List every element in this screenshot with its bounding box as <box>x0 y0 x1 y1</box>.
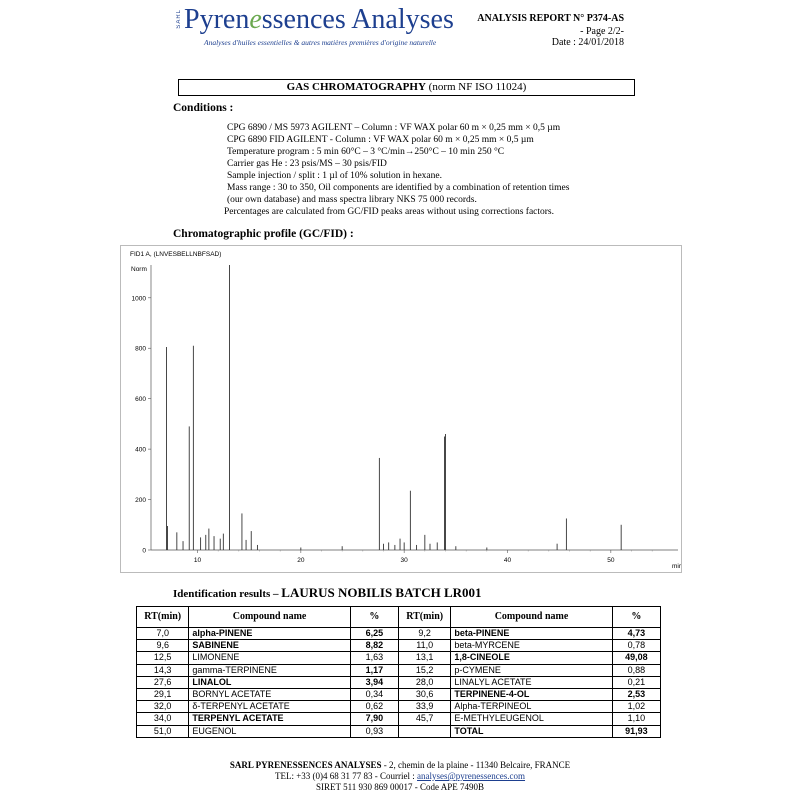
gc-title: GAS CHROMATOGRAPHY <box>286 81 426 93</box>
cell-compound: SABINENE <box>189 640 350 652</box>
col-header-compound: Compound name <box>189 607 350 628</box>
chart-frame <box>121 246 682 573</box>
col-header-compound: Compound name <box>451 607 612 628</box>
cell-compound: p-CYMENE <box>451 664 612 676</box>
y-tick-label: 600 <box>135 396 146 404</box>
col-header-rt: RT(min) <box>137 607 189 628</box>
col-header-rt: RT(min) <box>398 607 450 628</box>
cell-rt: 15,2 <box>398 664 450 676</box>
x-tick-label: 20 <box>297 557 305 564</box>
cell-percent: 4,73 <box>612 628 660 640</box>
chart-title: FID1 A, (LNVESBELLNBFSAD) <box>130 251 222 258</box>
col-header-percent: % <box>612 607 660 628</box>
condition-line: CPG 6890 / MS 5973 AGILENT – Column : VF WAX polar 60 m × 0,25 mm × 0,5 µm <box>227 123 561 133</box>
cell-rt: 9,6 <box>137 640 189 652</box>
chart-axes <box>132 265 678 564</box>
condition-line: Temperature program : 5 min 60°C – 3 °C/min→250°C – 10 min 250 °C <box>227 147 505 157</box>
cell-compound: TERPENYL ACETATE <box>189 713 350 725</box>
table-row <box>137 664 661 676</box>
cell-compound: alpha-PINENE <box>189 628 350 640</box>
chromatogram-heading: Chromatographic profile (GC/FID) : <box>173 228 354 240</box>
chromatogram-chart <box>120 245 682 573</box>
cell-rt: 13,1 <box>398 652 450 664</box>
cell-percent: 91,93 <box>612 725 660 737</box>
cell-compound: LINALOL <box>189 676 350 688</box>
x-tick-label: 30 <box>400 557 408 564</box>
cell-rt: 7,0 <box>137 628 189 640</box>
cell-rt: 28,0 <box>398 676 450 688</box>
cell-percent: 0,34 <box>350 689 398 701</box>
cell-compound: TERPINENE-4-OL <box>451 689 612 701</box>
cell-rt: 33,9 <box>398 701 450 713</box>
batch-name: LAURUS NOBILIS BATCH LR001 <box>281 585 482 600</box>
results-table <box>136 606 661 738</box>
cell-percent: 1,17 <box>350 664 398 676</box>
footer-siret: SIRET 511 930 869 00017 - Code APE 7490B <box>315 782 484 792</box>
cell-rt: 32,0 <box>137 701 189 713</box>
cell-percent: 0,21 <box>612 676 660 688</box>
table-row <box>137 628 661 640</box>
brand-suffix: ssences Analyses <box>261 4 454 35</box>
cell-compound: TOTAL <box>451 725 612 737</box>
cell-percent: 1,10 <box>612 713 660 725</box>
footer-address-text: - 2, chemin de la plaine - 11340 Belcaire, FRANCE <box>381 760 571 770</box>
brand-e: e <box>249 4 262 35</box>
cell-rt: 11,0 <box>398 640 450 652</box>
cell-percent: 49,08 <box>612 652 660 664</box>
col-header-percent: % <box>350 607 398 628</box>
report-date: Date : 24/01/2018 <box>551 37 624 48</box>
condition-line: Sample injection / split : 1 µl of 10% solution in hexane. <box>227 171 442 181</box>
x-axis-label: mir <box>672 563 682 570</box>
footer-address <box>0 760 800 770</box>
cell-rt: 9,2 <box>398 628 450 640</box>
table-header-row <box>137 607 661 628</box>
y-tick-label: 1000 <box>131 295 146 303</box>
condition-line: CPG 6890 FID AGILENT - Column : VF WAX polar 60 m × 0,25 mm × 0,5 µm <box>227 135 534 145</box>
cell-compound: BORNYL ACETATE <box>189 689 350 701</box>
brand-sarl-label: SARL <box>176 9 182 29</box>
y-tick-label: 400 <box>135 446 146 454</box>
cell-percent: 3,94 <box>350 676 398 688</box>
cell-compound: 1,8-CINEOLE <box>451 652 612 664</box>
cell-compound: gamma-TERPINENE <box>189 664 350 676</box>
identification-prefix: Identification results – <box>173 588 282 600</box>
brand-logo <box>184 4 454 36</box>
report-title: ANALYSIS REPORT N° P374-AS <box>477 13 624 24</box>
cell-rt: 34,0 <box>137 713 189 725</box>
cell-rt: 27,6 <box>137 676 189 688</box>
cell-rt: 29,1 <box>137 689 189 701</box>
table-row <box>137 689 661 701</box>
cell-compound: EUGENOL <box>189 725 350 737</box>
y-tick-label: 800 <box>135 345 146 353</box>
footer-company: SARL PYRENESSENCES ANALYSES <box>229 760 382 770</box>
cell-compound: δ-TERPENYL ACETATE <box>189 701 350 713</box>
condition-line: Percentages are calculated from GC/FID peaks areas without using corrections factors. <box>224 207 555 217</box>
x-tick-label: 10 <box>193 557 202 564</box>
table-row <box>137 713 661 725</box>
cell-rt: 45,7 <box>398 713 450 725</box>
gc-title-box <box>178 79 635 96</box>
cell-rt: 12,5 <box>137 652 189 664</box>
brand-tagline: Analyses d'huiles essentielles & autres matières premières d'origine naturelle <box>204 38 437 47</box>
footer-tel: TEL: +33 (0)4 68 31 77 83 - Courriel : <box>274 771 418 781</box>
table-row <box>137 701 661 713</box>
cell-percent: 8,82 <box>350 640 398 652</box>
cell-percent: 6,25 <box>350 628 398 640</box>
condition-line: (our own database) and mass spectra library NKS 75 000 records. <box>227 195 477 205</box>
table-row <box>137 725 661 737</box>
cell-percent: 0,88 <box>612 664 660 676</box>
cell-rt: 51,0 <box>137 725 189 737</box>
cell-percent: 7,90 <box>350 713 398 725</box>
page-number: - Page 2/2- <box>580 26 624 37</box>
table-row <box>137 640 661 652</box>
cell-rt <box>398 725 450 737</box>
brand-prefix: Pyren <box>184 4 250 35</box>
table-row <box>137 652 661 664</box>
cell-percent: 1,02 <box>612 701 660 713</box>
cell-compound: beta-MYRCENE <box>451 640 612 652</box>
y-axis-label: Norm <box>131 266 147 273</box>
cell-percent: 0,62 <box>350 701 398 713</box>
x-tick-label: 40 <box>503 557 512 564</box>
conditions-list <box>224 122 570 218</box>
footer-contact <box>0 771 800 781</box>
cell-percent: 0,78 <box>612 640 660 652</box>
condition-line: Carrier gas He : 23 psis/MS – 30 psis/FID <box>227 159 387 169</box>
x-tick-label: 50 <box>607 557 615 564</box>
conditions-heading: Conditions : <box>173 102 234 114</box>
cell-compound: beta-PINENE <box>451 628 612 640</box>
y-tick-label: 200 <box>135 497 146 505</box>
identification-heading <box>173 585 482 601</box>
cell-rt: 14,3 <box>137 664 189 676</box>
cell-compound: LINALYL ACETATE <box>451 676 612 688</box>
footer-email-link[interactable]: analyses@pyrenessences.com <box>417 771 526 781</box>
cell-compound: LIMONENE <box>189 652 350 664</box>
cell-compound: Alpha-TERPINEOL <box>451 701 612 713</box>
cell-percent: 0,93 <box>350 725 398 737</box>
cell-percent: 2,53 <box>612 689 660 701</box>
condition-line: Mass range : 30 to 350, Oil components are identified by a combination of retention times <box>227 183 570 193</box>
chart-peaks <box>167 265 622 550</box>
cell-percent: 1,63 <box>350 652 398 664</box>
table-row <box>137 676 661 688</box>
gc-norm: (norm NF ISO 11024) <box>425 81 527 93</box>
cell-compound: E-METHYLEUGENOL <box>451 713 612 725</box>
y-tick-label: 0 <box>142 547 146 555</box>
cell-rt: 30,6 <box>398 689 450 701</box>
